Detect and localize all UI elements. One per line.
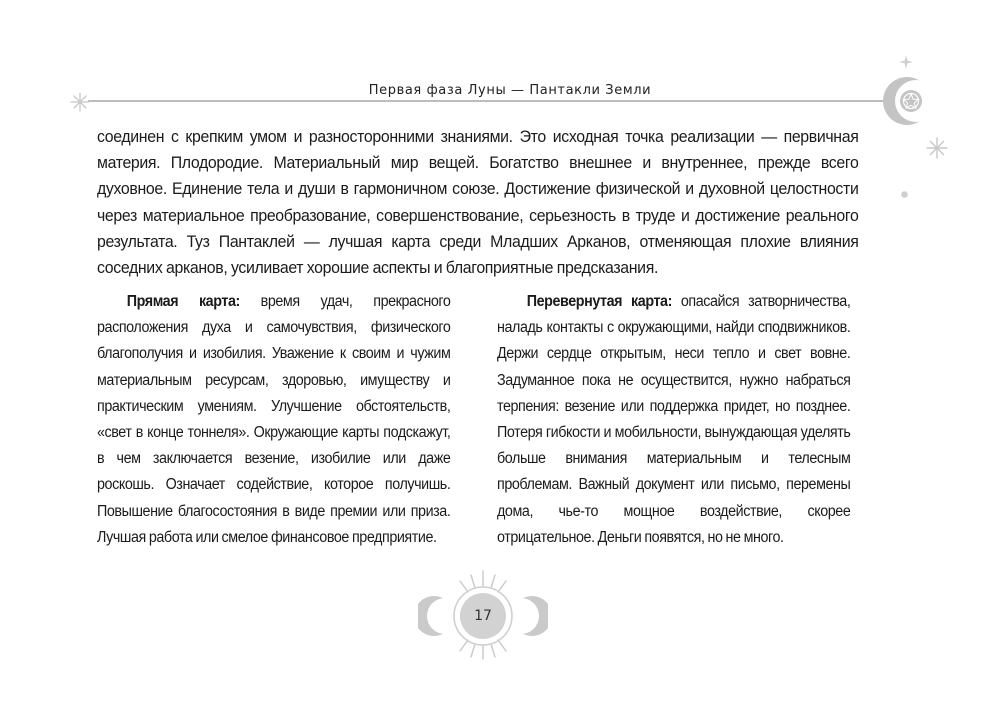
dot-ornament-icon [900,190,909,199]
running-title: Первая фаза Луны — Пантакли Земли [368,83,652,98]
sparkle-icon [926,137,948,159]
header-rule [88,100,888,102]
reversed-card-paragraph [497,289,850,551]
page-number: 17 [474,608,492,624]
upright-card-label: Прямая карта: [126,293,240,310]
intro-paragraph: соединен с крепким умом и разносторонними знаниями. Это исходная точка реализации — первичная материя. Плодородие. Материальный мир вещей. Богатство внешнее и внутреннее, прежде всего духовное. Единение тела и души в гармоничном союзе. Достижение физической и духовной целостности через материальное преобразование, совершенствование, серьезность в труде и достижение реального результата. Туз Пантаклей — лучшая карта среди Младших Арканов, отменяющая плохие влияния соседних арканов, усиливает хорошие аспекты и благоприятные предсказания. [97,128,859,278]
reversed-card-label: Перевернутая карта: [526,293,672,310]
reversed-card-text: опасайся затворничества, наладь контакты с окружающими, найди сподвижников. Держи сердце открытым, неси тепло и свет вовне. Задуманное пока не осуществится, нужно набраться терпения: везение или поддержка придет, но позднее. Потеря гибкости и мобильности, вынуждающая уделять больше внимания материальным и телесным проблемам. Важный документ или письмо, перемены дома, чье-то мощное воздействие, скорее отрицательное. Деньги появятся, но не много. [497,293,851,546]
crescent-moon-pentacle-icon [878,72,936,130]
upright-card-paragraph [97,289,450,551]
sparkle-icon [70,92,90,112]
sparkle-icon [899,55,913,69]
upright-card-text: время удач, прекрасного расположения духа и самочувствия, физического благополучия и изобилия. Уважение к своим и чужим материальным ресурсам, здоровью, имуществу и практическим умениям. Улучшение обстоятельств, «свет в конце тоннеля». Окружающие карты подскажут, в чем заключается везение, изобилие или даже роскошь. Означает содействие, которое получишь. Повышение благосостояния в виде премии или приза. Лучшая работа или смелое финансовое предприятие. [97,293,451,546]
